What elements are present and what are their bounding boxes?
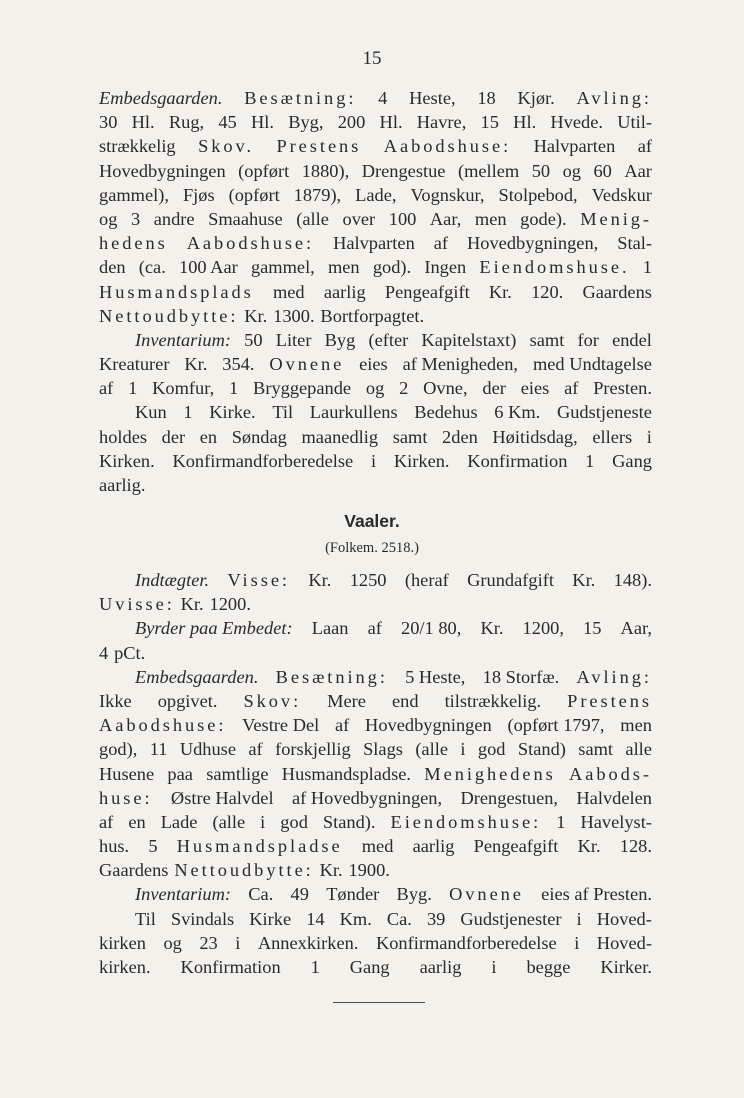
word: i — [260, 811, 266, 832]
word: 1300. — [273, 305, 315, 326]
word: Vognskur, — [410, 184, 485, 205]
text-line — [99, 207, 652, 231]
word: Aabodshuse: — [186, 233, 315, 254]
word: Kr. — [480, 618, 504, 639]
word: 3 — [130, 208, 141, 229]
word: Ovnene — [449, 884, 524, 905]
word: Kr. — [180, 594, 204, 615]
word: 1 — [310, 957, 320, 977]
word: huse: — [99, 787, 153, 808]
text-line — [99, 86, 652, 110]
text-line — [99, 110, 652, 134]
text-line — [99, 592, 652, 616]
word: Km. — [339, 908, 372, 929]
word: 1900. — [348, 860, 390, 881]
word: (alle — [212, 811, 246, 832]
word: af — [433, 233, 449, 254]
word: Indtægter. — [135, 570, 210, 590]
word: alle — [625, 739, 652, 760]
word: i — [491, 957, 497, 977]
word: eies — [359, 354, 388, 375]
word: Laan — [311, 618, 349, 639]
word: Halvparten — [533, 136, 616, 157]
word: Inventarium: — [135, 329, 232, 350]
word: Hoved- — [596, 908, 652, 929]
word: Menighedens — [424, 763, 556, 784]
word: Husmandspladse. — [281, 763, 412, 784]
word: Kapitelstaxt) — [421, 329, 517, 350]
word: 6 Km. — [494, 402, 541, 423]
word: 1880), — [301, 160, 350, 181]
word: Byrder paa Embedet: — [135, 618, 293, 639]
word: i — [576, 908, 582, 929]
word: Aabods- — [569, 763, 652, 784]
text-line — [99, 280, 652, 304]
word: Ingen — [424, 257, 467, 278]
word: Kjør. — [517, 88, 555, 108]
end-rule — [333, 1002, 425, 1003]
word: Gaardens — [582, 281, 652, 302]
word: 1 — [128, 378, 138, 399]
word: i — [235, 932, 241, 953]
text-line — [99, 882, 652, 906]
word: 2 — [399, 378, 409, 399]
word: af — [335, 715, 350, 736]
word: Kr. — [577, 836, 601, 857]
word: Husmandsplads — [99, 281, 254, 302]
word: hus. — [99, 836, 130, 857]
word: eies af Presten. — [541, 884, 652, 905]
word: tilstrækkelig. — [444, 690, 542, 711]
word: Hl. — [131, 112, 155, 133]
text-line — [99, 641, 652, 665]
word: af Menigheden, — [402, 354, 519, 375]
text-line — [99, 665, 652, 689]
word: 45 — [218, 112, 237, 133]
word: Kirken. — [99, 450, 155, 471]
word: Vestre Del — [242, 715, 320, 736]
word: Gaardens — [99, 860, 169, 881]
section-embedsgaarden-1 — [99, 86, 652, 497]
text-line — [99, 376, 652, 400]
word: Skov: — [243, 690, 302, 711]
word: Kirker. — [600, 957, 652, 977]
word: Kirke — [249, 908, 292, 929]
word: begge — [526, 957, 571, 977]
word: Slags — [363, 739, 403, 760]
word: Konfirmandforberedelse — [375, 932, 557, 953]
word: Visse: — [227, 570, 290, 590]
word: (opført — [238, 160, 290, 181]
word: gode). — [520, 208, 567, 229]
word: god), — [99, 739, 138, 760]
text-line — [99, 762, 652, 786]
word: men — [327, 257, 360, 278]
word: Ovne, — [423, 378, 468, 399]
word: samt — [392, 426, 428, 447]
word: af — [367, 618, 382, 639]
word: samt — [529, 329, 565, 350]
word: 18 Storfæ. — [482, 666, 560, 687]
word: og — [163, 932, 182, 953]
word: Østre Halvdel — [170, 787, 274, 808]
word: i — [574, 932, 580, 953]
word: Kr. — [572, 570, 596, 590]
word: (opført — [228, 184, 280, 205]
word: 1 — [183, 402, 193, 423]
word: Komfur, — [152, 378, 215, 399]
word: Kr. — [244, 305, 268, 326]
text-line — [99, 449, 652, 473]
text-line — [99, 183, 652, 207]
word: Svindals — [170, 908, 235, 929]
word: 50 — [531, 160, 551, 181]
text-line — [99, 834, 652, 858]
word: Aar — [624, 160, 652, 181]
word: forskjellig — [275, 739, 351, 760]
word: samtlige — [206, 763, 269, 784]
word: i — [460, 739, 466, 760]
word: Vedskur — [591, 184, 652, 205]
word: Hl. — [250, 112, 274, 133]
word: Hoved- — [596, 932, 652, 953]
word: og — [365, 378, 385, 399]
word: endel — [612, 329, 652, 350]
text-line — [99, 473, 652, 497]
word: Grundafgift — [467, 570, 554, 590]
word: Gang — [349, 957, 390, 977]
word: 4 — [99, 642, 109, 663]
word: strækkelig — [99, 136, 176, 157]
word: af — [99, 378, 114, 399]
text-line — [99, 955, 652, 979]
word: Presten. — [593, 378, 652, 399]
word: kirken — [99, 932, 146, 953]
word: Ikke — [99, 690, 132, 711]
word: men — [620, 715, 652, 736]
word: Gudstjenester — [460, 908, 562, 929]
word: over — [342, 208, 376, 229]
word: god — [477, 739, 506, 760]
word: med — [361, 836, 394, 857]
text-line — [99, 810, 652, 834]
word: paa — [167, 763, 193, 784]
text-line — [99, 858, 652, 882]
word: 1879), — [293, 184, 342, 205]
word: Stolpebod, — [498, 184, 578, 205]
text-line — [99, 616, 652, 640]
word: Liter — [275, 329, 312, 350]
word: Nettoudbytte: — [174, 860, 314, 881]
word: Skov. — [198, 136, 254, 157]
word: af Hovedbygningen, — [291, 787, 443, 808]
word: Kun — [135, 402, 167, 423]
word: Hovedbygningen, — [467, 233, 599, 254]
text-line — [99, 134, 652, 158]
word: 128. — [619, 836, 652, 857]
word: Pengeafgift — [473, 836, 559, 857]
word: Menig- — [580, 208, 652, 229]
word: af — [564, 378, 579, 399]
word: holdes — [99, 426, 148, 447]
word: 50 — [244, 329, 263, 350]
word: Eiendomshuse: — [390, 811, 542, 832]
word: (opført 1797, — [507, 715, 605, 736]
word: Aar, — [620, 618, 652, 639]
word: Besætning: — [275, 666, 388, 687]
word: end — [391, 690, 419, 711]
word: Ca. — [386, 908, 412, 929]
word: Gudstjeneste — [556, 402, 652, 423]
text-line — [99, 328, 652, 352]
word: Hl. — [379, 112, 403, 133]
word: 5 Heste, — [405, 666, 466, 687]
word: 5 — [148, 836, 158, 857]
word: 15 — [583, 618, 602, 639]
word: for — [577, 329, 599, 350]
word: Pengeafgift — [384, 281, 470, 302]
word: Ca. — [248, 884, 274, 905]
word: Mere — [327, 690, 366, 711]
word: Drengestuen, — [460, 787, 559, 808]
word: Byg. — [396, 884, 432, 905]
text-line — [99, 304, 652, 328]
word: gammel), — [99, 184, 169, 205]
word: Ovnene — [269, 354, 345, 375]
word: Byg, — [288, 112, 324, 133]
word: 20/1 80, — [401, 618, 462, 639]
word: Udhuse — [179, 739, 236, 760]
word: 15 — [480, 112, 499, 133]
word: 1 — [585, 450, 595, 471]
word: Til — [272, 402, 294, 423]
word: (alle — [296, 208, 329, 229]
word: der — [161, 426, 186, 447]
word: 100 — [388, 208, 417, 229]
word: (heraf — [404, 570, 449, 590]
word: Bryggepande — [253, 378, 352, 399]
word: Laurkullens — [309, 402, 398, 423]
word: Søndag — [231, 426, 287, 447]
word: Hovedbygningen — [99, 160, 226, 181]
word: Heste, — [409, 88, 456, 108]
word: Avling: — [576, 666, 652, 687]
word: der — [482, 378, 506, 399]
word: Annexkirken. — [257, 932, 359, 953]
text-line — [99, 425, 652, 449]
word: 30 — [99, 112, 118, 133]
word: pCt. — [114, 642, 146, 663]
word: og — [99, 208, 118, 229]
word: en — [199, 426, 218, 447]
word: Inventarium: — [135, 884, 232, 905]
word: Høitidsdag, — [492, 426, 578, 447]
word: Stand). — [322, 811, 376, 832]
word: Gang — [612, 450, 652, 471]
word: 11 — [149, 739, 168, 760]
word: eies — [520, 378, 550, 399]
word: 1 — [642, 257, 652, 278]
word: Lade — [160, 811, 198, 832]
word: Halvdelen — [576, 787, 652, 808]
word: kirken. — [99, 957, 151, 977]
text-line — [99, 931, 652, 955]
word: aarlig — [419, 957, 462, 977]
word: 200 — [337, 112, 366, 133]
word: Byg — [324, 329, 356, 350]
word: 49 — [290, 884, 309, 905]
word: Rug, — [168, 112, 205, 133]
text-line — [99, 352, 652, 376]
word: Embedsgaarden. — [99, 88, 223, 108]
word: i — [646, 426, 652, 447]
word: god). — [372, 257, 412, 278]
word: 39 — [426, 908, 446, 929]
word: Tønder — [326, 884, 380, 905]
word: Smaahuse — [208, 208, 283, 229]
word: god — [280, 811, 308, 832]
word: Avling: — [576, 88, 652, 108]
word: Kr. — [184, 354, 208, 375]
word: Hovedbygningen — [365, 715, 492, 736]
word: (ca. — [138, 257, 166, 278]
word: Aabodshuse: — [99, 715, 227, 736]
word: 2den — [442, 426, 478, 447]
text-line — [99, 159, 652, 183]
word: Husene — [99, 763, 155, 784]
word: Util- — [617, 112, 652, 133]
word: Kr. — [488, 281, 512, 302]
word: Konfirmation — [180, 957, 281, 977]
word: 60 — [593, 160, 612, 181]
word: Havelyst- — [580, 811, 652, 832]
word: ellers — [592, 426, 633, 447]
word: 1250 — [349, 570, 387, 590]
word: Besætning: — [244, 88, 357, 108]
text-line — [99, 231, 652, 255]
word: Kirken. — [393, 450, 450, 471]
word: men — [474, 208, 507, 229]
word: (efter — [368, 329, 409, 350]
word: 100 Aar — [179, 257, 238, 278]
word: 4 — [378, 88, 388, 108]
word: en — [128, 811, 146, 832]
word: opgivet. — [157, 690, 218, 711]
word: Aar, — [429, 208, 462, 229]
word: af — [99, 811, 114, 832]
word: Uvisse: — [99, 594, 175, 615]
word: andre — [153, 208, 195, 229]
page-number: 15 — [362, 48, 382, 69]
word: 1200. — [209, 594, 251, 615]
word: 354. — [222, 354, 255, 375]
word: Stal- — [617, 233, 652, 254]
text-line — [99, 689, 652, 713]
word: Til — [135, 908, 156, 929]
word: 1 — [556, 811, 566, 832]
text-line — [99, 907, 652, 931]
word: Prestens — [276, 136, 362, 157]
word: Drengestue — [361, 160, 446, 181]
word: Eiendomshuse. — [479, 257, 630, 278]
population-note: (Folkem. 2518.) — [325, 540, 419, 556]
word: af — [637, 136, 652, 157]
word: 14 — [306, 908, 325, 929]
word: Konfirmandforberedelse — [172, 450, 354, 471]
word: Stand) — [517, 739, 566, 760]
text-line — [99, 400, 652, 424]
word: 1 — [229, 378, 239, 399]
word: Kreaturer — [99, 354, 170, 375]
word: maanedlig — [301, 426, 379, 447]
word: Halvparten — [333, 233, 415, 254]
word: (alle — [415, 739, 448, 760]
word: Bedehus — [414, 402, 478, 423]
text-line — [99, 568, 652, 592]
word: Kr. — [319, 860, 343, 881]
word: samt — [578, 739, 614, 760]
section-vaaler — [99, 568, 652, 979]
word: Husmandspladse — [176, 836, 343, 857]
word: Nettoudbytte: — [99, 305, 239, 326]
word: aarlig. — [99, 475, 146, 495]
word: af — [248, 739, 263, 760]
word: Aabodshuse: — [383, 136, 512, 157]
word: Hvede. — [550, 112, 604, 133]
word: aarlig — [412, 836, 455, 857]
word: Kirke. — [209, 402, 256, 423]
word: gammel, — [250, 257, 315, 278]
text-line — [99, 255, 652, 279]
word: Lade, — [355, 184, 397, 205]
section-title: Vaaler. — [344, 511, 400, 531]
word: Prestens — [567, 690, 652, 711]
word: den — [99, 257, 126, 278]
word: Havre, — [416, 112, 467, 133]
word: aarlig — [323, 281, 366, 302]
word: 1200, — [522, 618, 564, 639]
word: 148). — [613, 570, 652, 590]
word: med — [272, 281, 305, 302]
word: med Undtagelse — [532, 354, 652, 375]
word: 23 — [199, 932, 218, 953]
word: i — [370, 450, 377, 471]
word: Bortforpagtet. — [320, 305, 425, 326]
word: Konfirmation — [467, 450, 568, 471]
word: Kr. — [308, 570, 332, 590]
word: 18 — [477, 88, 496, 108]
word: hedens — [99, 233, 168, 254]
text-line — [99, 786, 652, 810]
word: 120. — [531, 281, 564, 302]
word: Hl. — [513, 112, 537, 133]
word: Fjøs — [182, 184, 215, 205]
word: (mellem — [457, 160, 520, 181]
text-line — [99, 713, 652, 737]
word: Embedsgaarden. — [135, 666, 259, 687]
text-line — [99, 737, 652, 761]
word: og — [562, 160, 581, 181]
